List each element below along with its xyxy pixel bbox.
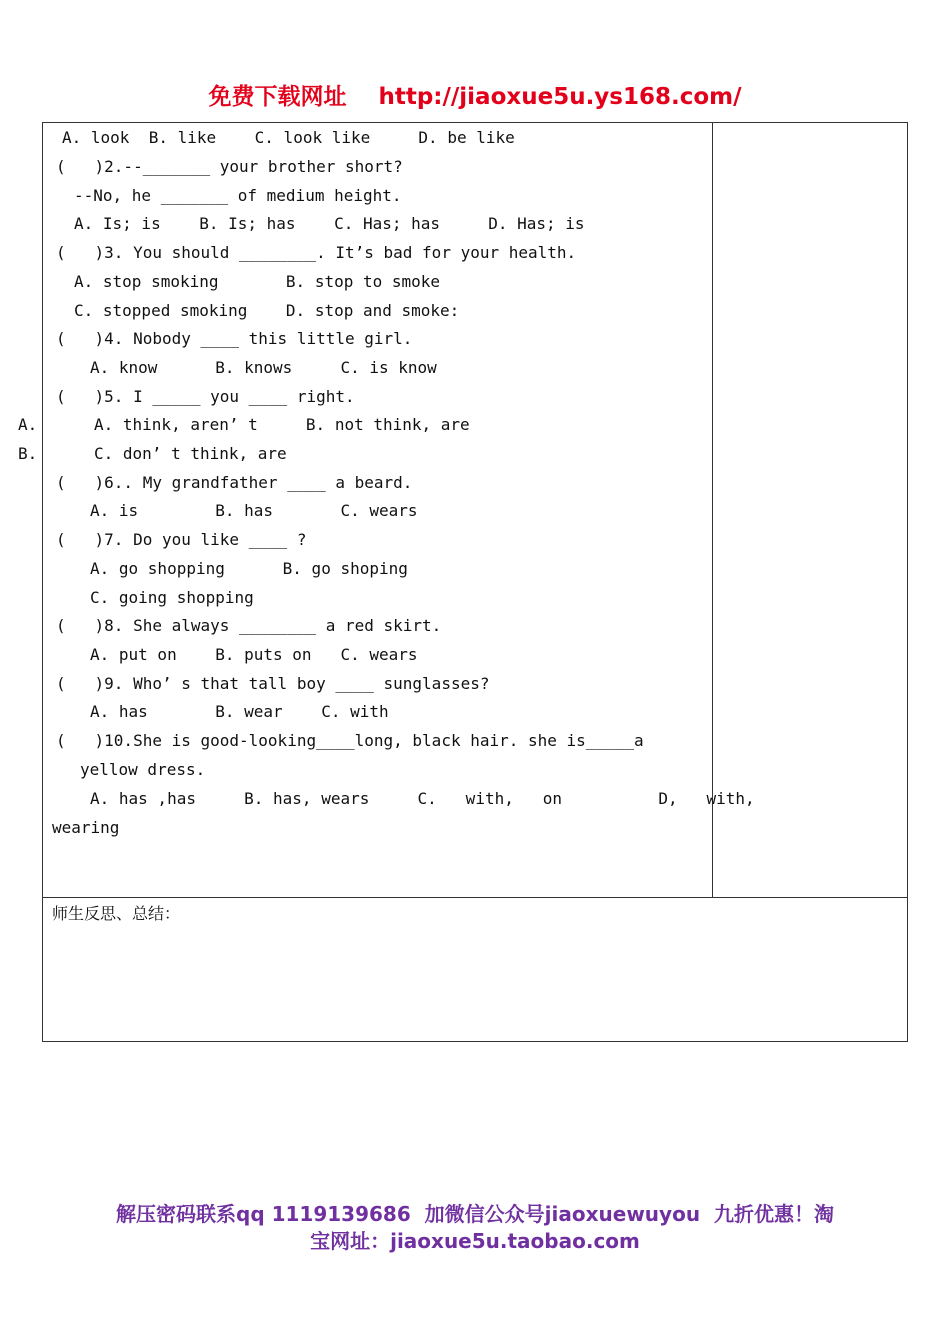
question-3-options-cd: C. stopped smoking D. stop and smoke: [74,301,460,320]
question-4: ( )4. Nobody ____ this little girl. [56,329,413,348]
question-5: ( )5. I _____ you ____ right. [56,387,355,406]
question-9: ( )9. Who’ s that tall boy ____ sunglasses? [56,674,490,693]
footer-shop-url: 宝网址：jiaoxue5u.taobao.com [310,1229,640,1253]
question-3-options-ab: A. stop smoking B. stop to smoke [74,272,441,291]
question-3: ( )3. You should ________. It’s bad for your health. [56,243,577,262]
question-4-options: A. know B. knows C. is know [90,358,437,377]
question-5-options-ab: A. think, aren’ t B. not think, are [94,415,470,434]
reflection-label: 师生反思、总结： [52,904,181,923]
question-10-options-wrap: wearing [52,818,120,837]
margin-label-b: B. [18,444,38,463]
table-column-divider [712,122,713,898]
header-download-url: 免费下载网址 http://jiaoxue5u.ys168.com/ [208,84,742,110]
question-7-options-c: C. going shopping [90,588,254,607]
question-10-continuation: yellow dress. [80,760,206,779]
question-2-response: --No, he _______ of medium height. [74,186,402,205]
question-10: ( )10.She is good-looking____long, black hair. she is_____a [56,731,644,750]
question-7-options-ab: A. go shopping B. go shoping [90,559,408,578]
question-9-options: A. has B. wear C. with [90,702,389,721]
question-5-options-c: C. don’ t think, are [94,444,287,463]
table-row-divider [42,897,908,898]
question-2-options: A. Is; is B. Is; has C. Has; has D. Has; is [74,214,585,233]
question-7: ( )7. Do you like ____ ? [56,530,307,549]
question-10-options: A. has ,has B. has, wears C. with, on D, with, [90,789,755,808]
question-8: ( )8. She always ________ a red skirt. [56,616,442,635]
question-1-options: A. look B. like C. look like D. be like [62,128,515,147]
question-6-options: A. is B. has C. wears [90,501,418,520]
footer-contact-line: 解压密码联系qq 1119139686 加微信公众号jiaoxuewuyou 九折优惠！淘 [116,1202,834,1226]
margin-label-a: A. [18,415,38,434]
question-6: ( )6.. My grandfather ____ a beard. [56,473,413,492]
question-8-options: A. put on B. puts on C. wears [90,645,418,664]
question-2: ( )2.--_______ your brother short? [56,157,403,176]
